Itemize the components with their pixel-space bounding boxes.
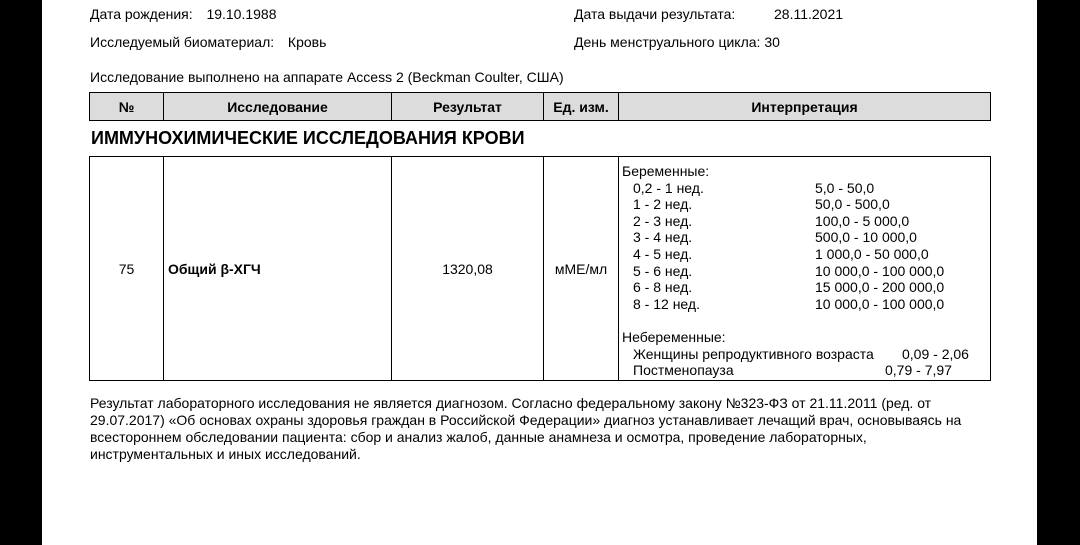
pregnant-term: 2 - 3 нед. [633, 212, 693, 229]
row-num: 75 [90, 157, 164, 381]
pregnant-term: 5 - 6 нед. [633, 262, 693, 279]
disclaimer-text: Результат лабораторного исследования не является диагнозом. Согласно федеральному закону №323-ФЗ от 21.11.2011 (ред. от 29.07.2017) «Об основах охраны здоровья граждан в Российской Федерации» диагноз устанавливает лечащий врач, основываясь на всестороннем обследовании пациента: сбор и анализ жалоб, данные анамнеза и осмотра, проведение лабораторных, инструментальных и иных исследований. [90, 395, 962, 462]
table-row [90, 157, 991, 381]
nonpregnant-term: Женщины репродуктивного возраста [633, 345, 874, 362]
pregnant-range: 10 000,0 - 100 000,0 [815, 262, 945, 279]
header-num: № [90, 93, 164, 121]
issue-date-value: 28.11.2021 [774, 6, 844, 22]
row-unit: мМЕ/мл [544, 157, 619, 381]
results-table-header [89, 92, 991, 121]
pregnant-term: 4 - 5 нед. [633, 245, 693, 262]
device-line: Исследование выполнено на аппарате Access 2 (Beckman Coulter, США) [90, 69, 564, 85]
pregnant-title: Беременные: [622, 163, 710, 179]
pregnant-term: 8 - 12 нед. [633, 295, 700, 312]
row-interpretation [619, 157, 991, 381]
pregnant-range: 1 000,0 - 50 000,0 [815, 245, 929, 262]
pregnant-range: 100,0 - 5 000,0 [815, 212, 910, 229]
issue-date-label: Дата выдачи результата: [574, 6, 736, 22]
section-title: ИММУНОХИМИЧЕСКИЕ ИССЛЕДОВАНИЯ КРОВИ [91, 128, 525, 148]
header-unit: Ед. изм. [544, 93, 619, 121]
row-result: 1320,08 [392, 157, 544, 381]
pregnant-term: 0,2 - 1 нед. [633, 179, 704, 196]
pregnant-range: 500,0 - 10 000,0 [815, 229, 917, 246]
dob-row [90, 6, 277, 22]
pregnant-range: 50,0 - 500,0 [815, 196, 890, 213]
pregnant-term: 1 - 2 нед. [633, 196, 693, 213]
pregnant-term: 6 - 8 нед. [633, 279, 693, 296]
pregnant-range: 15 000,0 - 200 000,0 [815, 279, 945, 296]
biomaterial-row [90, 34, 326, 50]
pregnant-range: 5,0 - 50,0 [815, 179, 875, 196]
header-result: Результат [392, 93, 544, 121]
row-study: Общий β-ХГЧ [164, 157, 392, 381]
biomaterial-label: Исследуемый биоматериал: [90, 34, 275, 50]
nonpregnant-term: Постменопауза [633, 362, 734, 379]
dob-label: Дата рождения: [90, 6, 193, 22]
dob-value: 19.10.1988 [206, 6, 277, 22]
biomaterial-value: Кровь [287, 34, 327, 50]
cycle-value: 30 [764, 34, 780, 50]
header-interpretation: Интерпретация [619, 93, 991, 121]
pregnant-term: 3 - 4 нед. [633, 229, 693, 246]
lab-report-page [42, 0, 1037, 545]
cycle-label: День менструального цикла: [574, 34, 761, 50]
pregnant-range: 10 000,0 - 100 000,0 [815, 295, 945, 312]
cycle-row [574, 34, 780, 50]
nonpregnant-range: 0,09 - 2,06 [902, 345, 969, 362]
nonpregnant-range: 0,79 - 7,97 [885, 362, 952, 379]
nonpregnant-title: Небеременные: [622, 329, 726, 345]
header-study: Исследование [164, 93, 392, 121]
results-table [89, 156, 991, 381]
